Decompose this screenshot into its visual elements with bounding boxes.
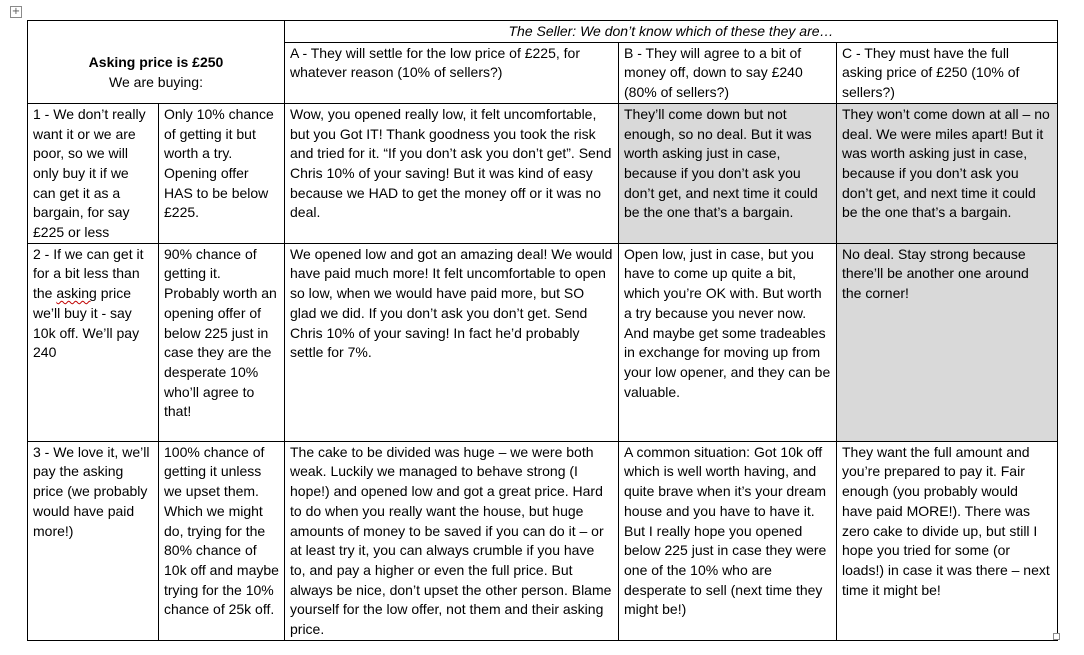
chance-cell: 90% chance of getting it. Probably worth an opening offer of below 225 just in case they are the desperate 10% who’ll agree to that!: [159, 243, 285, 441]
table-row: [28, 42, 1058, 103]
column-header-c: C - They must have the full asking price of £250 (10% of sellers?): [837, 42, 1058, 103]
outcome-b-cell: Open low, just in case, but you have to come up quite a bit, which you’re OK with. But worth a try because you never now. And maybe get some tradeables in exchange for moving up from your low opener, and they can be valuable.: [619, 243, 837, 441]
column-header-a: A - They will settle for the low price of £225, for whatever reason (10% of sellers?): [285, 42, 619, 103]
outcome-a-cell: The cake to be divided was huge – we were both weak. Luckily we managed to behave strong (I hope!) and opened low and got a great price. Hard to do when you really want the house, but huge amounts of money to be saved if you can do it – or at least try it, you can always crumble if you have to, and pay a higher or even the full price. But always be nice, don’t upset the other person. Blame yourself for the low offer, not them and their asking price.: [285, 441, 619, 640]
buyer-situation-cell: 1 - We don’t really want it or we are poor, so we will only buy it if we can get it as a bargain, for say £225 or less: [28, 103, 159, 243]
buyer-situation-cell: [28, 243, 159, 441]
table-resize-handle-icon[interactable]: [1053, 633, 1060, 640]
outcome-a-cell: We opened low and got an amazing deal! We would have paid much more! It felt uncomfortable to open so low, when we would have paid more, but SO glad we did. If you don’t ask you don’t get. Send Chris 10% of your saving! In fact he’d probably settle for 7%.: [285, 243, 619, 441]
outcome-c-cell: They want the full amount and you’re prepared to pay it. Fair enough (you probably would have paid MORE!). There was zero cake to divide up, but still I hope you tried for some (or loads!) in case it was there – next time it might be!: [837, 441, 1058, 640]
buyer-situation-text-start: 2 - If we can get it for a bit less than the: [33, 245, 144, 302]
chance-cell: 100% chance of getting it unless we upset them. Which we might do, trying for the 80% chance of 10k off and maybe trying for the 10% chance of 25k off.: [159, 441, 285, 640]
outcome-a-cell: Wow, you opened really low, it felt uncomfortable, but you Got IT! Thank goodness you took the risk and tried for it. “If you don’t ask you don’t get”. Send Chris 10% of your saving! But it was kind of easy because we HAD to get the money off or it was no deal.: [285, 103, 619, 243]
buying-label: We are buying:: [109, 74, 203, 90]
asking-price-title: Asking price is £250: [88, 54, 224, 71]
table-row: [28, 103, 1058, 243]
spellcheck-word: asking: [56, 285, 97, 302]
buyer-situation-text-end: price we’ll buy it - say 10k off. We’ll pay 240: [33, 285, 140, 361]
buyer-situation-cell: 3 - We love it, we’ll pay the asking price (we probably would have paid more!): [28, 441, 159, 640]
seller-header: The Seller: We don’t know which of these they are…: [285, 21, 1058, 43]
chance-cell: Only 10% chance of getting it but worth a try. Opening offer HAS to be below £225.: [159, 103, 285, 243]
outcome-b-cell: A common situation: Got 10k off which is well worth having, and quite brave when it’s your dream house and you have to have it. But I really hope you opened below 225 just in case they were one of the 10% who are desperate to sell (next time they might be!): [619, 441, 837, 640]
outcome-c-cell: No deal. Stay strong because there’ll be another one around the corner!: [837, 243, 1058, 441]
table-row: [28, 243, 1058, 441]
table-row: [28, 441, 1058, 640]
empty-header-cell: [28, 21, 285, 43]
buyer-header: [28, 42, 285, 103]
table-move-handle-icon[interactable]: +: [11, 6, 21, 17]
outcome-c-cell: They won’t come down at all – no deal. We were miles apart! But it was worth asking just in case, because if you don’t ask you don’t get, and next time it could be the one that’s a bargain.: [837, 103, 1058, 243]
outcome-b-cell: They’ll come down but not enough, so no deal. But it was worth asking just in case, because if you don’t ask you don’t get, and next time it could be the one that’s a bargain.: [619, 103, 837, 243]
column-header-b: B - They will agree to a bit of money off, down to say £240 (80% of sellers?): [619, 42, 837, 103]
table-row: [28, 21, 1058, 43]
negotiation-table: [27, 20, 1058, 641]
